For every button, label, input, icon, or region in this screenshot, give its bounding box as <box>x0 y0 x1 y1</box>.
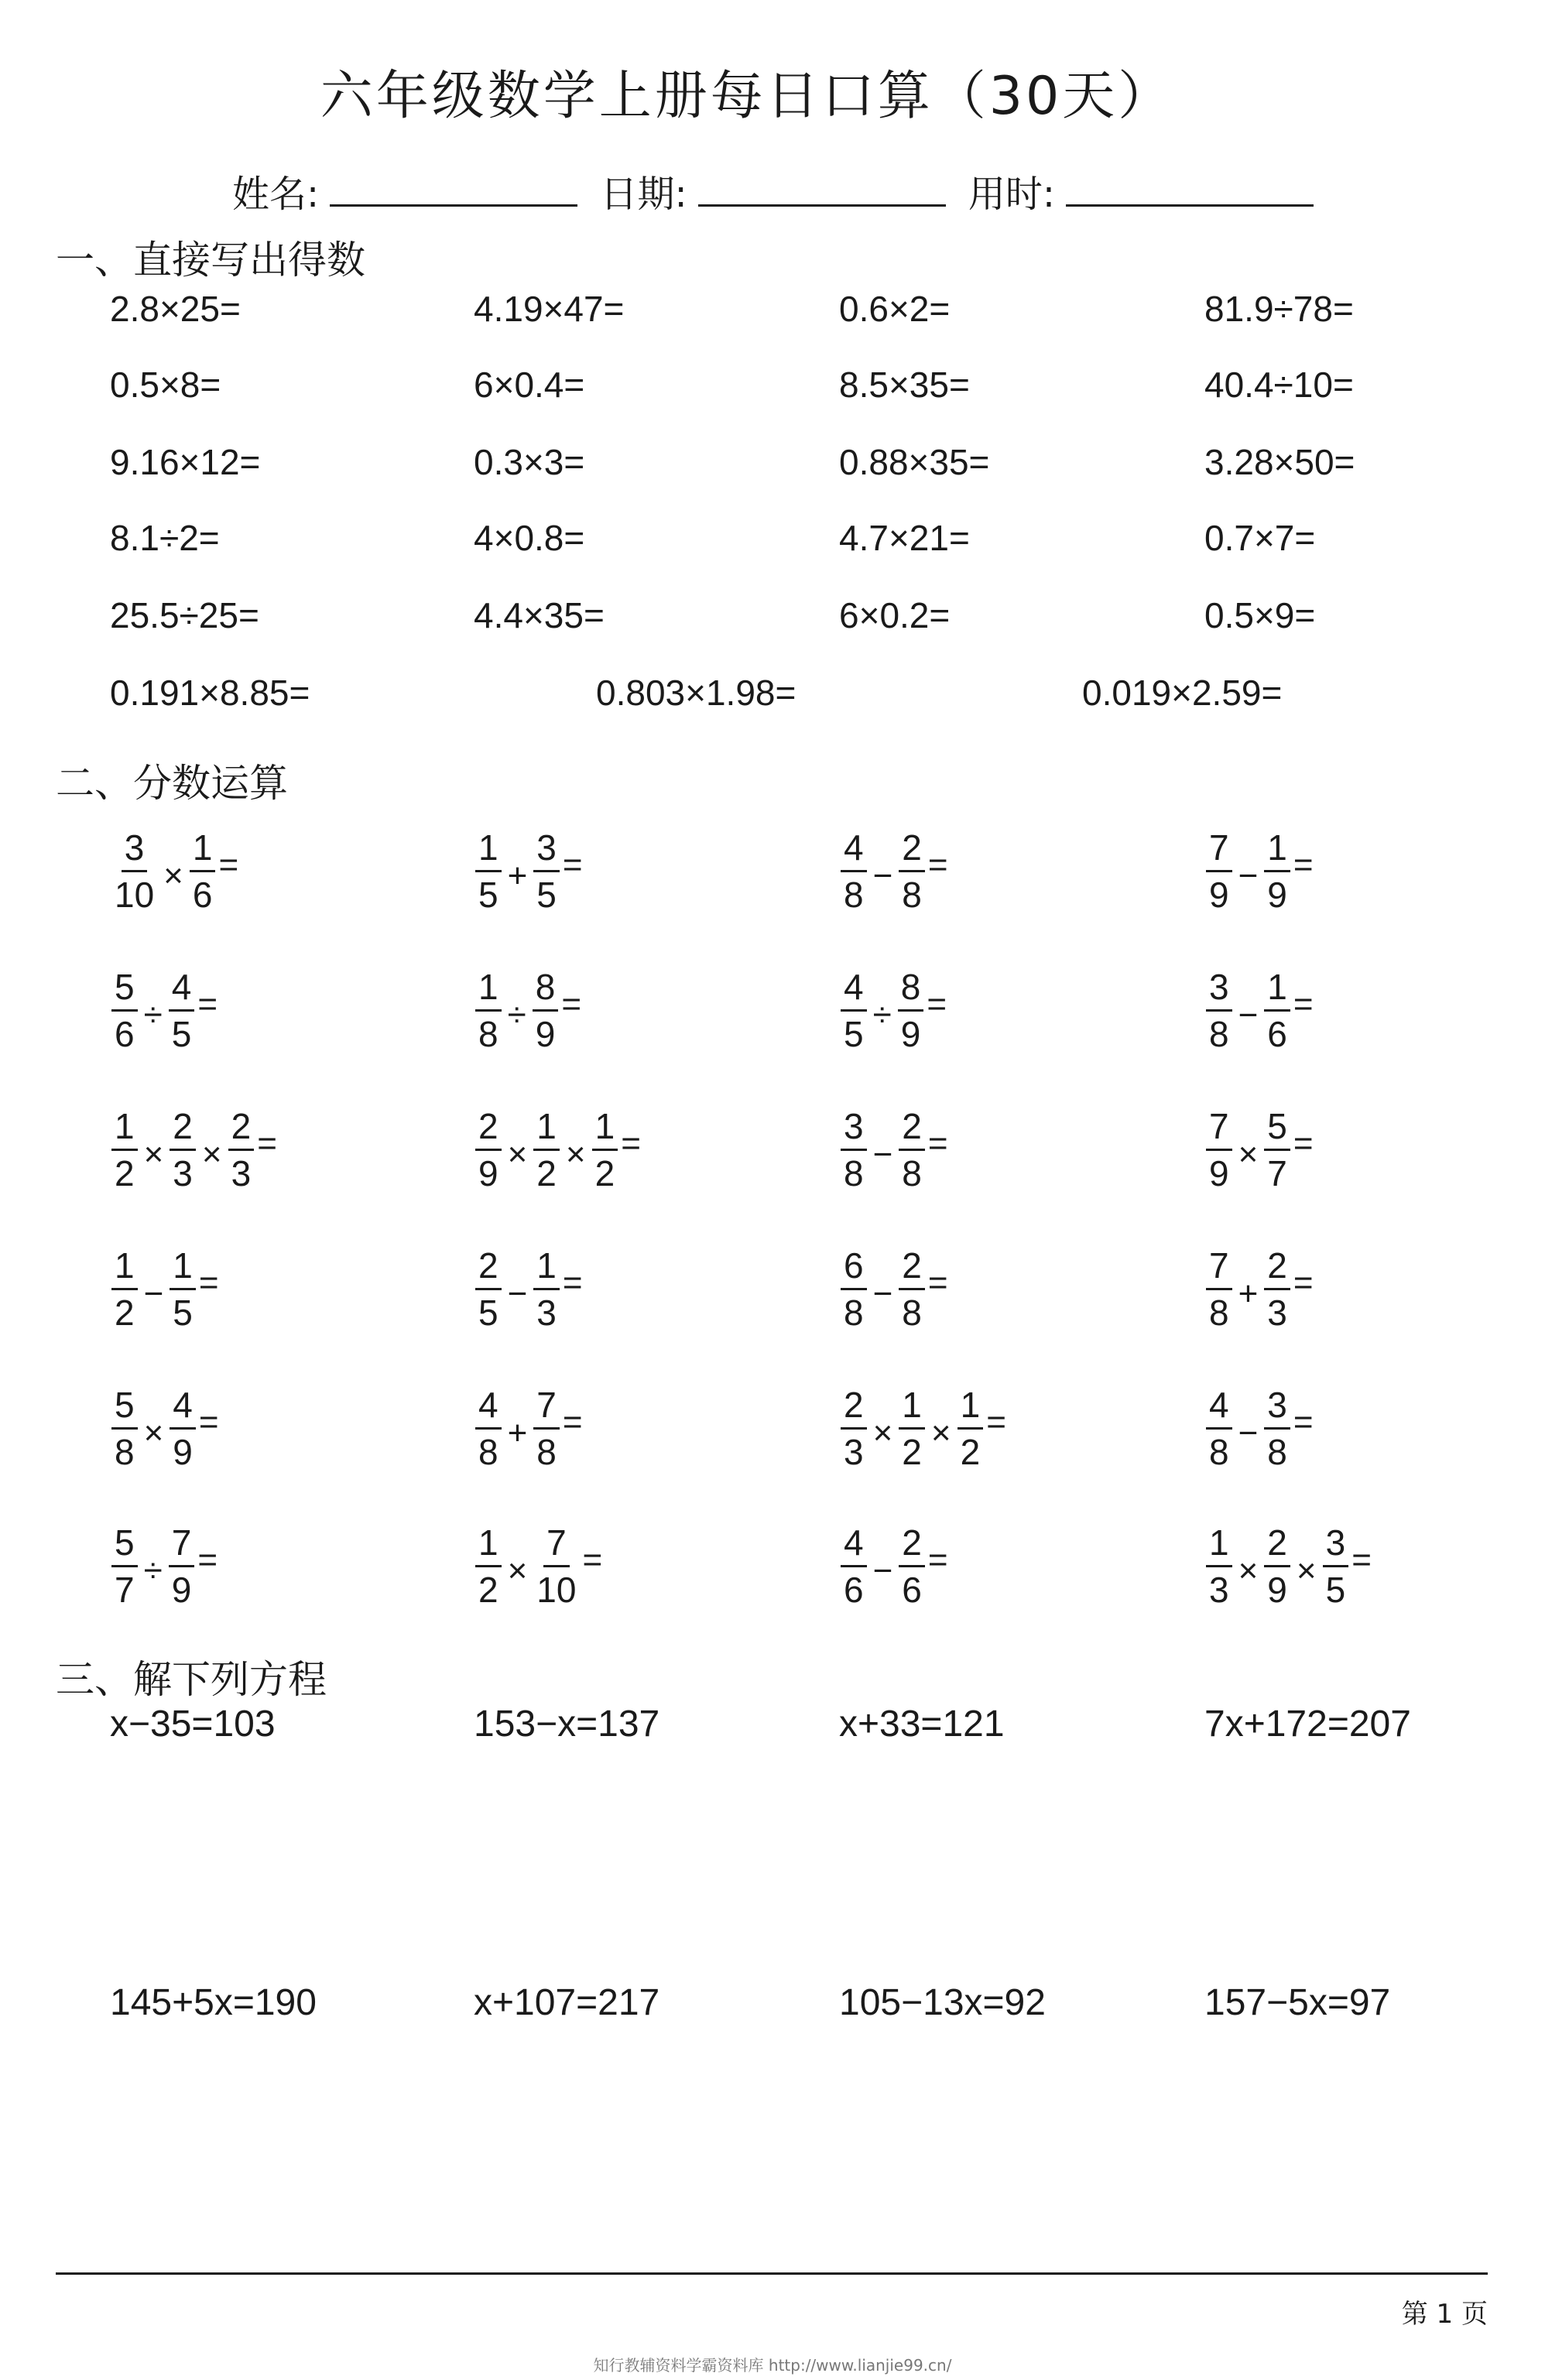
fraction <box>1206 1387 1232 1470</box>
operator: × <box>507 1551 528 1590</box>
numerator: 7 <box>533 1387 560 1430</box>
equation-problem: 145+5x=190 <box>110 1982 317 2023</box>
denominator: 10 <box>536 1570 577 1610</box>
fraction-problem <box>474 969 581 1052</box>
fraction-problem <box>474 1522 603 1610</box>
fraction <box>841 1245 867 1333</box>
fraction <box>111 1245 138 1333</box>
fraction <box>1206 1522 1232 1610</box>
denominator: 9 <box>1267 875 1287 915</box>
denominator: 9 <box>1267 1570 1287 1610</box>
calc-problem: 4.7×21= <box>839 518 970 558</box>
operator: − <box>872 1135 893 1173</box>
equation-problem: 105−13x=92 <box>839 1982 1046 2023</box>
numerator: 7 <box>169 1525 195 1567</box>
numerator: 2 <box>841 1387 867 1430</box>
numerator: 6 <box>841 1248 867 1290</box>
denominator: 8 <box>902 875 922 915</box>
date-label: 日期: <box>600 173 687 216</box>
numerator: 4 <box>841 1525 867 1567</box>
calc-problem: 6×0.4= <box>474 365 585 405</box>
numerator: 3 <box>1323 1525 1349 1567</box>
fraction <box>533 1387 560 1470</box>
operator: × <box>930 1413 951 1452</box>
denominator: 2 <box>115 1293 135 1333</box>
operator: × <box>507 1135 528 1173</box>
fraction <box>533 1522 579 1610</box>
denominator: 8 <box>844 1153 864 1193</box>
fraction-problem <box>110 1522 218 1610</box>
equals-sign: = <box>197 985 218 1023</box>
denominator: 7 <box>1267 1153 1287 1193</box>
fraction-problem <box>474 827 583 915</box>
numerator: 4 <box>475 1387 502 1430</box>
operator: + <box>507 856 528 895</box>
denominator: 6 <box>844 1570 864 1610</box>
numerator: 2 <box>1264 1525 1290 1567</box>
operator: − <box>872 1551 893 1590</box>
denominator: 8 <box>844 875 864 915</box>
numerator: 1 <box>475 1525 502 1567</box>
fraction-problem <box>110 827 239 915</box>
denominator: 3 <box>1267 1293 1287 1333</box>
denominator: 5 <box>478 1293 498 1333</box>
denominator: 9 <box>900 1014 921 1054</box>
numerator: 1 <box>592 1108 618 1151</box>
denominator: 8 <box>115 1432 135 1472</box>
equals-sign: = <box>1293 1402 1314 1441</box>
numerator: 4 <box>841 830 867 872</box>
fraction <box>533 827 560 915</box>
equation-problem: x+107=217 <box>474 1982 660 2023</box>
equals-sign: = <box>198 1402 219 1441</box>
section3-title: 三、解下列方程 <box>56 1657 327 1702</box>
equals-sign: = <box>927 845 948 884</box>
fraction-problem <box>1204 1108 1314 1191</box>
fraction <box>533 969 559 1052</box>
fraction <box>1264 1108 1290 1191</box>
numerator: 2 <box>475 1108 502 1151</box>
fraction <box>899 1108 925 1191</box>
time-label: 用时: <box>968 173 1056 216</box>
numerator: 2 <box>475 1248 502 1290</box>
fraction <box>111 969 138 1052</box>
fraction <box>1323 1522 1349 1610</box>
name-label: 姓名: <box>232 173 320 216</box>
date-blank <box>698 170 946 207</box>
denominator: 8 <box>478 1432 498 1472</box>
operator: − <box>872 1274 893 1313</box>
denominator: 5 <box>536 875 557 915</box>
equals-sign: = <box>986 1402 1006 1441</box>
denominator: 8 <box>1209 1014 1229 1054</box>
equals-sign: = <box>927 985 947 1023</box>
denominator: 9 <box>173 1432 193 1472</box>
numerator: 8 <box>898 969 924 1012</box>
numerator: 1 <box>533 1108 560 1151</box>
denominator: 2 <box>960 1432 981 1472</box>
equation-problem: x+33=121 <box>839 1704 1005 1745</box>
numerator: 3 <box>841 1108 867 1151</box>
fraction <box>533 1108 560 1191</box>
denominator: 5 <box>1325 1570 1346 1610</box>
denominator: 2 <box>902 1432 922 1472</box>
operator: ÷ <box>143 1551 163 1590</box>
equals-sign: = <box>621 1124 641 1163</box>
numerator: 3 <box>1264 1387 1290 1430</box>
fraction-problem <box>839 1522 948 1610</box>
operator: ÷ <box>507 995 526 1034</box>
operator: − <box>872 856 893 895</box>
fraction <box>228 1108 255 1191</box>
fraction-problem <box>1204 1245 1314 1333</box>
page-number: 第 1 页 <box>1401 2299 1488 2330</box>
operator: × <box>163 856 183 895</box>
fraction <box>475 1522 502 1610</box>
equals-sign: = <box>582 1540 603 1579</box>
equals-sign: = <box>562 845 583 884</box>
operator: − <box>507 1274 528 1313</box>
denominator: 3 <box>173 1153 193 1193</box>
fraction-problem <box>1204 1522 1372 1610</box>
fraction <box>841 969 867 1052</box>
section1-title: 一、直接写出得数 <box>56 238 365 283</box>
fraction-problem <box>839 827 948 915</box>
calc-problem: 81.9÷78= <box>1204 289 1354 329</box>
numerator: 1 <box>533 1248 560 1290</box>
numerator: 2 <box>899 1248 925 1290</box>
fraction-problem <box>839 1387 1006 1470</box>
fraction-problem <box>110 969 218 1052</box>
equation-problem: x−35=103 <box>110 1704 276 1745</box>
equals-sign: = <box>562 1263 583 1302</box>
fraction <box>170 1387 196 1470</box>
calc-problem: 0.6×2= <box>839 289 951 329</box>
numerator: 1 <box>1264 969 1290 1012</box>
denominator: 5 <box>171 1014 192 1054</box>
operator: × <box>143 1135 164 1173</box>
equals-sign: = <box>197 1540 218 1579</box>
denominator: 8 <box>478 1014 498 1054</box>
calc-problem: 0.7×7= <box>1204 518 1316 558</box>
numerator: 5 <box>111 1387 138 1430</box>
denominator: 9 <box>1209 1153 1229 1193</box>
numerator: 1 <box>1206 1525 1232 1567</box>
fraction <box>169 969 195 1052</box>
fraction <box>1264 827 1290 915</box>
numerator: 1 <box>170 1248 196 1290</box>
calc-problem: 0.019×2.59= <box>1082 673 1283 713</box>
equals-sign: = <box>1293 1124 1314 1163</box>
fraction <box>1206 1245 1232 1333</box>
fraction-problem <box>110 1245 219 1333</box>
denominator: 5 <box>844 1014 864 1054</box>
operator: × <box>201 1135 222 1173</box>
operator: − <box>1238 1413 1259 1452</box>
fraction <box>1206 1108 1232 1191</box>
equals-sign: = <box>561 985 582 1023</box>
denominator: 9 <box>1209 875 1229 915</box>
calc-problem: 8.1÷2= <box>110 518 220 558</box>
numerator: 4 <box>170 1387 196 1430</box>
calc-problem: 9.16×12= <box>110 442 261 482</box>
fraction <box>170 1245 196 1333</box>
numerator: 3 <box>533 830 560 872</box>
fraction <box>169 1522 195 1610</box>
fraction <box>475 1245 502 1333</box>
calc-problem: 0.5×9= <box>1204 595 1316 635</box>
operator: − <box>1238 995 1259 1034</box>
equals-sign: = <box>198 1263 219 1302</box>
numerator: 7 <box>1206 1248 1232 1290</box>
numerator: 7 <box>1206 830 1232 872</box>
fraction <box>841 1522 867 1610</box>
fraction-problem <box>839 969 947 1052</box>
numerator: 1 <box>957 1387 984 1430</box>
fraction <box>899 827 925 915</box>
denominator: 8 <box>902 1293 922 1333</box>
denominator: 2 <box>594 1153 615 1193</box>
fraction-problem <box>474 1245 583 1333</box>
operator: × <box>565 1135 586 1173</box>
calc-problem: 0.191×8.85= <box>110 673 310 713</box>
fraction <box>475 1108 502 1191</box>
calc-problem: 0.88×35= <box>839 442 990 482</box>
fraction <box>1264 1245 1290 1333</box>
operator: ÷ <box>872 995 892 1034</box>
calc-problem: 3.28×50= <box>1204 442 1355 482</box>
denominator: 6 <box>192 875 213 915</box>
denominator: 10 <box>115 875 155 915</box>
equals-sign: = <box>1293 985 1314 1023</box>
calc-problem: 4.4×35= <box>474 595 605 635</box>
fraction-problem <box>1204 827 1314 915</box>
fraction <box>1264 969 1290 1052</box>
fraction <box>899 1387 925 1470</box>
calc-problem: 4×0.8= <box>474 518 585 558</box>
time-blank <box>1066 170 1314 207</box>
fraction <box>899 1245 925 1333</box>
fraction <box>841 827 867 915</box>
operator: × <box>1296 1551 1317 1590</box>
watermark: 知行教辅资料学霸资料库 http://www.lianjie99.cn/ <box>593 2356 952 2375</box>
numerator: 5 <box>111 969 138 1012</box>
operator: × <box>1238 1135 1259 1173</box>
equals-sign: = <box>927 1540 948 1579</box>
fraction <box>170 1108 196 1191</box>
fraction <box>1206 827 1232 915</box>
numerator: 2 <box>228 1108 255 1151</box>
equals-sign: = <box>1293 845 1314 884</box>
equals-sign: = <box>927 1124 948 1163</box>
fraction-problem <box>474 1108 641 1191</box>
fraction-problem <box>110 1108 277 1191</box>
numerator: 5 <box>111 1525 138 1567</box>
denominator: 9 <box>535 1014 556 1054</box>
fraction <box>841 1387 867 1470</box>
calc-problem: 25.5÷25= <box>110 595 259 635</box>
equals-sign: = <box>927 1263 948 1302</box>
numerator: 2 <box>899 830 925 872</box>
page-title: 六年级数学上册每日口算（30天） <box>320 66 1174 127</box>
footer-divider <box>56 2272 1488 2275</box>
fraction-problem <box>1204 969 1314 1052</box>
numerator: 1 <box>475 830 502 872</box>
operator: × <box>872 1413 893 1452</box>
denominator: 3 <box>844 1432 864 1472</box>
numerator: 1 <box>1264 830 1290 872</box>
numerator: 1 <box>475 969 502 1012</box>
denominator: 3 <box>536 1293 557 1333</box>
equals-sign: = <box>1351 1540 1372 1579</box>
numerator: 7 <box>1206 1108 1232 1151</box>
fraction <box>899 1522 925 1610</box>
equals-sign: = <box>218 845 239 884</box>
operator: × <box>143 1413 164 1452</box>
numerator: 3 <box>122 830 148 872</box>
denominator: 6 <box>902 1570 922 1610</box>
operator: + <box>507 1413 528 1452</box>
denominator: 8 <box>1267 1432 1287 1472</box>
denominator: 6 <box>115 1014 135 1054</box>
denominator: 6 <box>1267 1014 1287 1054</box>
calc-problem: 8.5×35= <box>839 365 970 405</box>
fraction <box>1206 969 1232 1052</box>
numerator: 4 <box>1206 1387 1232 1430</box>
calc-problem: 4.19×47= <box>474 289 625 329</box>
fraction <box>841 1108 867 1191</box>
equals-sign: = <box>257 1124 277 1163</box>
denominator: 9 <box>478 1153 498 1193</box>
calc-problem: 6×0.2= <box>839 595 951 635</box>
calc-problem: 0.5×8= <box>110 365 221 405</box>
operator: − <box>143 1274 164 1313</box>
operator: × <box>1238 1551 1259 1590</box>
section2-title: 二、分数运算 <box>56 761 288 806</box>
fraction <box>592 1108 618 1191</box>
fraction <box>111 1387 138 1470</box>
numerator: 8 <box>533 969 559 1012</box>
fraction-problem <box>839 1245 948 1333</box>
fraction <box>111 1108 138 1191</box>
calc-problem: 0.3×3= <box>474 442 585 482</box>
denominator: 8 <box>536 1432 557 1472</box>
operator: + <box>1238 1274 1259 1313</box>
denominator: 5 <box>173 1293 193 1333</box>
equation-problem: 153−x=137 <box>474 1704 660 1745</box>
denominator: 2 <box>536 1153 557 1193</box>
equals-sign: = <box>562 1402 583 1441</box>
fraction <box>475 827 502 915</box>
denominator: 8 <box>1209 1293 1229 1333</box>
numerator: 2 <box>899 1108 925 1151</box>
numerator: 2 <box>1264 1248 1290 1290</box>
denominator: 8 <box>1209 1432 1229 1472</box>
numerator: 4 <box>841 969 867 1012</box>
numerator: 1 <box>899 1387 925 1430</box>
numerator: 2 <box>899 1525 925 1567</box>
denominator: 8 <box>844 1293 864 1333</box>
denominator: 8 <box>902 1153 922 1193</box>
fraction <box>1264 1522 1290 1610</box>
denominator: 9 <box>171 1570 192 1610</box>
fraction-problem <box>1204 1387 1314 1470</box>
name-blank <box>330 170 577 207</box>
denominator: 5 <box>478 875 498 915</box>
numerator: 1 <box>111 1248 138 1290</box>
numerator: 2 <box>170 1108 196 1151</box>
equals-sign: = <box>1293 1263 1314 1302</box>
calc-problem: 40.4÷10= <box>1204 365 1354 405</box>
numerator: 3 <box>1206 969 1232 1012</box>
fraction <box>1264 1387 1290 1470</box>
fraction <box>111 827 157 915</box>
fraction-problem <box>839 1108 948 1191</box>
denominator: 3 <box>231 1153 252 1193</box>
operator: ÷ <box>143 995 163 1034</box>
calc-problem: 2.8×25= <box>110 289 241 329</box>
numerator: 7 <box>543 1525 570 1567</box>
fraction <box>190 827 216 915</box>
numerator: 1 <box>190 830 216 872</box>
equation-problem: 7x+172=207 <box>1204 1704 1411 1745</box>
student-info-line <box>232 164 1324 217</box>
calc-problem: 0.803×1.98= <box>596 673 796 713</box>
fraction <box>475 969 502 1052</box>
denominator: 3 <box>1209 1570 1229 1610</box>
denominator: 2 <box>478 1570 498 1610</box>
fraction <box>475 1387 502 1470</box>
fraction <box>898 969 924 1052</box>
equation-problem: 157−5x=97 <box>1204 1982 1391 2023</box>
operator: − <box>1238 856 1259 895</box>
fraction-problem <box>474 1387 583 1470</box>
fraction <box>957 1387 984 1470</box>
numerator: 4 <box>169 969 195 1012</box>
numerator: 5 <box>1264 1108 1290 1151</box>
numerator: 1 <box>111 1108 138 1151</box>
denominator: 2 <box>115 1153 135 1193</box>
fraction <box>533 1245 560 1333</box>
fraction <box>111 1522 138 1610</box>
denominator: 7 <box>115 1570 135 1610</box>
fraction-problem <box>110 1387 219 1470</box>
